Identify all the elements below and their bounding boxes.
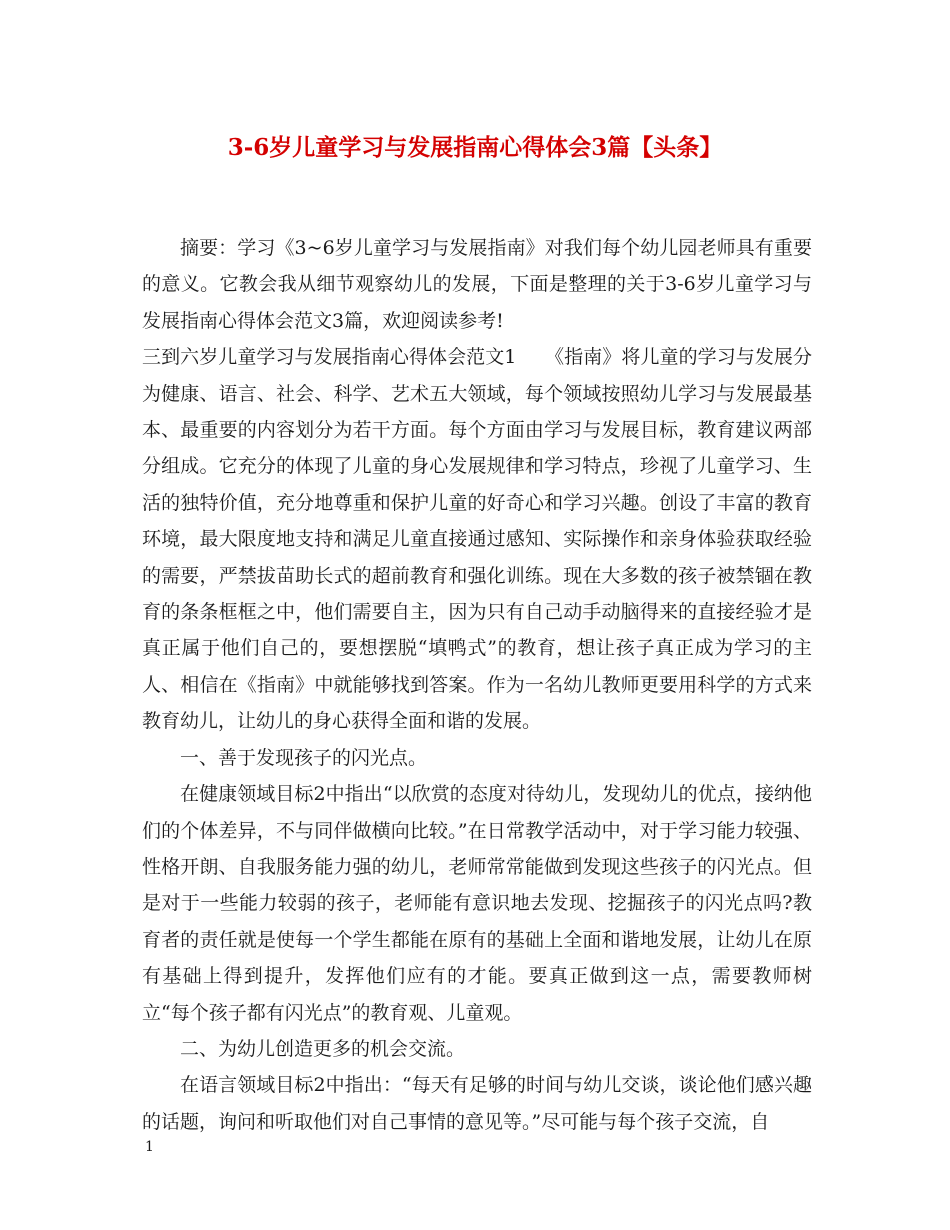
paragraph-abstract: 摘要：学习《3~6岁儿童学习与发展指南》对我们每个幼儿园老师具有重要的意义。它教会我从细节观察幼儿的发展，下面是整理的关于3-6岁儿童学习与发展指南心得体会范文3篇，欢迎阅读参考! xyxy=(142,237,812,332)
paragraph-health-domain: 在健康领域目标2中指出“以欣赏的态度对待幼儿，发现幼儿的优点，接纳他们的个体差异，不与同伴做横向比较。”在日常教学活动中，对于学习能力较强、性格开朗、自我服务能力强的幼儿，老师常常能做到发现这些孩子的闪光点。但是对于一些能力较弱的孩子，老师能有意识地去发现、挖掘孩子的闪光点吗?教育者的责任就是使每一个学生都能在原有的基础上全面和谐地发展，让幼儿在原有基础上得到提升，发挥他们应有的才能。要真正做到这一点，需要教师树立“每个孩子都有闪光点”的教育观、儿童观。 xyxy=(142,783,812,1024)
section-heading-2: 二、为幼儿创造更多的机会交流。 xyxy=(180,1037,466,1060)
document-title: 3-6岁儿童学习与发展指南心得体会3篇【头条】 xyxy=(227,134,723,161)
page-number: 1 xyxy=(145,1139,154,1155)
paragraph-essay-1: 三到六岁儿童学习与发展指南心得体会范文1 《指南》将儿童的学习与发展分为健康、语言、社会、科学、艺术五大领域，每个领域按照幼儿学习与发展最基本、最重要的内容划分为若干方面。每个方面由学习与发展目标，教育建议两部分组成。它充分的体现了儿童的身心发展规律和学习特点，珍视了儿童学习、生活的独特价值，充分地尊重和保护儿童的好奇心和学习兴趣。创设了丰富的教育环境，最大限度地支持和满足儿童直接通过感知、实际操作和亲身体验获取经验的需要，严禁拔苗助长式的超前教育和强化训练。现在大多数的孩子被禁锢在教育的条条框框之中，他们需要自主，因为只有自己动手动脑得来的直接经验才是真正属于他们自己的，要想摆脱“填鸭式”的教育，想让孩子真正成为学习的主人、相信在《指南》中就能够找到答案。作为一名幼儿教师更要用科学的方式来教育幼儿，让幼儿的身心获得全面和谐的发展。 xyxy=(142,346,812,733)
document-body xyxy=(142,230,812,1140)
section-heading-1: 一、善于发现孩子的闪光点。 xyxy=(180,746,428,769)
paragraph-language-domain: 在语言领域目标2中指出：“每天有足够的时间与幼儿交谈，谈论他们感兴趣的话题，询问和听取他们对自己事情的意见等。”尽可能与每个孩子交流，自 xyxy=(142,1074,812,1133)
